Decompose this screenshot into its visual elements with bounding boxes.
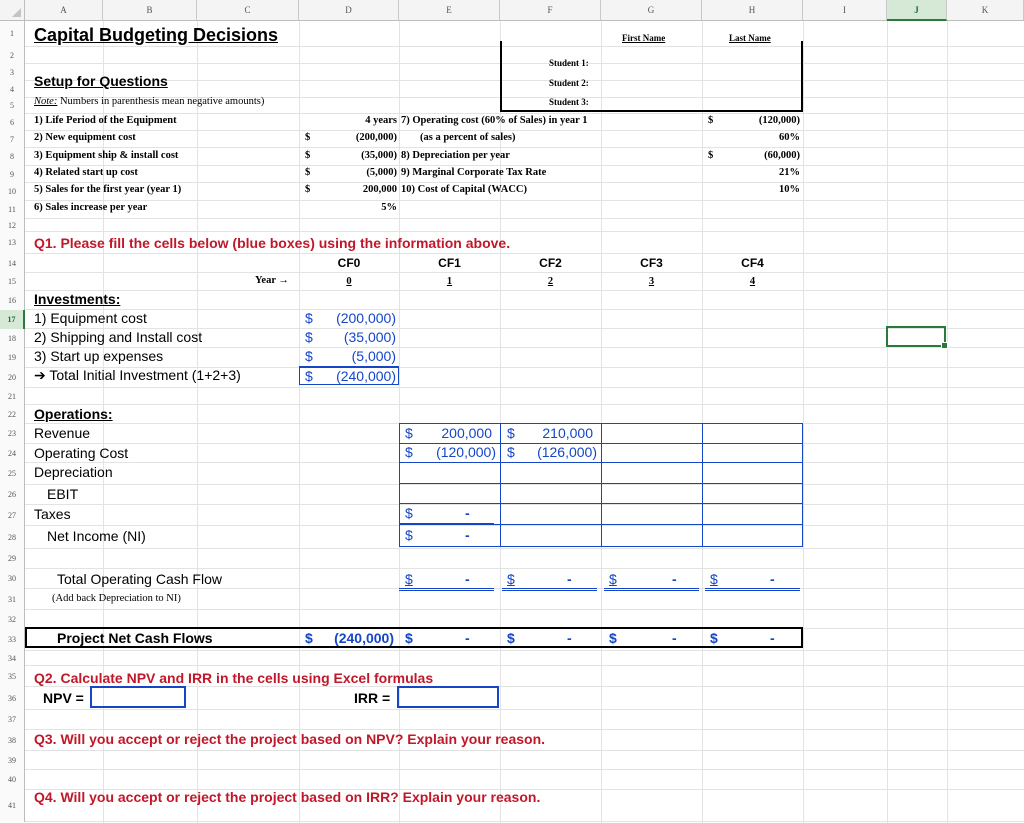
row-gridline [25, 347, 1024, 348]
setup-label-1: 1) Life Period of the Equipment [34, 115, 177, 126]
setup-value-4: (5,000) [366, 167, 397, 178]
revenue-cf2-value: 210,000 [542, 425, 593, 441]
row-header-23[interactable]: 23 [0, 424, 25, 444]
column-header-e[interactable]: E [399, 0, 500, 21]
q2-text: Q2. Calculate NPV and IRR in the cells using Excel formulas [34, 670, 434, 686]
row-gridline [25, 609, 1024, 610]
tocf-cf2-currency: $ [507, 571, 515, 587]
row-header-17[interactable]: 17 [0, 310, 25, 329]
row-gridline [25, 218, 1024, 219]
row-gridline [25, 404, 1024, 405]
ops-grid-line [702, 423, 703, 547]
row-header-14[interactable]: 14 [0, 254, 25, 273]
pncf-cf4-value: - [770, 630, 775, 646]
setup-label-10: 10) Cost of Capital (WACC) [401, 184, 527, 195]
investment-value-2: (35,000) [343, 329, 396, 345]
row-gridline [25, 309, 1024, 310]
setup-currency-8: $ [708, 150, 714, 161]
row-gridline [25, 130, 1024, 131]
tocf-cf3-currency: $ [609, 571, 617, 587]
column-header-d[interactable]: D [299, 0, 399, 21]
irr-input[interactable] [397, 686, 499, 708]
row-header-35[interactable]: 35 [0, 666, 25, 687]
tocf-label: Total Operating Cash Flow [57, 571, 222, 587]
row-header-27[interactable]: 27 [0, 505, 25, 526]
pncf-cf3-value: - [672, 630, 677, 646]
investment-currency-1: $ [305, 310, 313, 326]
row-header-21[interactable]: 21 [0, 388, 25, 405]
ni-cf1-value: - [465, 527, 470, 543]
setup-label-3: 3) Equipment ship & install cost [34, 150, 179, 161]
pncf-cf1-currency: $ [405, 630, 413, 646]
row-gridline [25, 113, 1024, 114]
taxes-cf1-currency: $ [405, 505, 413, 521]
row-header-37[interactable]: 37 [0, 710, 25, 730]
setup-label-8: 8) Depreciation per year [401, 150, 510, 161]
pncf-cf0-currency: $ [305, 630, 313, 646]
row-header-28[interactable]: 28 [0, 526, 25, 549]
npv-input[interactable] [90, 686, 186, 708]
pncf-cf0-value: (240,000) [334, 630, 394, 646]
row-gridline [25, 387, 1024, 388]
tocf-underline-3 [604, 588, 699, 591]
operations-heading: Operations: [34, 406, 113, 422]
pncf-cf2-currency: $ [507, 630, 515, 646]
fill-handle[interactable] [941, 342, 948, 349]
row-gridline [25, 729, 1024, 730]
row-gridline [25, 650, 1024, 651]
opcost-cf1-currency: $ [405, 444, 413, 460]
setup-value-7b: 60% [779, 132, 800, 143]
student-2-label: Student 2: [549, 78, 589, 88]
row-header-33[interactable]: 33 [0, 629, 25, 651]
investment-currency-3: $ [305, 348, 313, 364]
student-box[interactable] [500, 41, 803, 112]
revenue-cf2-currency: $ [507, 425, 515, 441]
year-1: 1 [446, 276, 453, 287]
year-4: 4 [749, 276, 756, 287]
selected-cell-j17[interactable] [886, 326, 946, 347]
row-header-31[interactable]: 31 [0, 589, 25, 610]
year-label: Year → [255, 275, 289, 286]
select-all-corner[interactable] [0, 0, 25, 21]
row-header-6[interactable]: 6 [0, 114, 25, 131]
revenue-cf1-value: 200,000 [441, 425, 492, 441]
row-header-39[interactable]: 39 [0, 751, 25, 770]
revenue-label: Revenue [34, 425, 91, 441]
row-gridline [25, 548, 1024, 549]
row-gridline [25, 750, 1024, 751]
cf2-header: CF2 [539, 256, 562, 270]
setup-note: Note: Numbers in parenthesis mean negative amounts) [34, 96, 265, 107]
column-header-c[interactable]: C [197, 0, 299, 21]
row-gridline [25, 821, 1024, 822]
row-header-11[interactable]: 11 [0, 201, 25, 219]
row-header-2[interactable]: 2 [0, 47, 25, 64]
taxes-label: Taxes [34, 506, 71, 522]
row-header-22[interactable]: 22 [0, 405, 25, 424]
pncf-cf1-value: - [465, 630, 470, 646]
column-header-k[interactable]: K [947, 0, 1024, 21]
irr-label: IRR = [354, 690, 391, 706]
row-gridline [25, 272, 1024, 273]
student-3-label: Student 3: [549, 97, 589, 107]
setup-currency-5: $ [305, 184, 311, 195]
row-gridline [25, 253, 1024, 254]
cf1-header: CF1 [438, 256, 461, 270]
investments-heading: Investments: [34, 291, 121, 307]
setup-value-1: 4 years [365, 115, 397, 126]
row-header-19[interactable]: 19 [0, 348, 25, 368]
setup-label-2: 2) New equipment cost [34, 132, 136, 143]
cf0-header: CF0 [337, 256, 361, 270]
row-header-30[interactable]: 30 [0, 569, 25, 589]
row-header-5[interactable]: 5 [0, 98, 25, 114]
row-header-29[interactable]: 29 [0, 549, 25, 569]
tocf-cf2-value: - [567, 571, 572, 587]
npv-label: NPV = [43, 690, 84, 706]
row-header-36[interactable]: 36 [0, 687, 25, 710]
setup-label-5: 5) Sales for the first year (year 1) [34, 184, 182, 195]
setup-value-9: 21% [779, 167, 800, 178]
column-header-h[interactable]: H [702, 0, 803, 21]
row-header-18[interactable]: 18 [0, 329, 25, 348]
row-header-32[interactable]: 32 [0, 610, 25, 629]
opcost-cf2-currency: $ [507, 444, 515, 460]
setup-label-9: 9) Marginal Corporate Tax Rate [401, 167, 547, 178]
ops-grid-line [500, 423, 501, 547]
tocf-cf4-value: - [770, 571, 775, 587]
operating-cost-label: Operating Cost [34, 445, 129, 461]
row-header-41[interactable]: 41 [0, 790, 25, 822]
opcost-cf2-value: (126,000) [537, 444, 597, 460]
total-investment-value: (240,000) [336, 368, 396, 384]
investment-label-1: 1) Equipment cost [34, 310, 147, 326]
taxes-cf1-value: - [465, 505, 470, 521]
setup-currency-3: $ [305, 150, 311, 161]
year-0: 0 [346, 276, 352, 287]
row-header-8[interactable]: 8 [0, 148, 25, 166]
pncf-cf2-value: - [567, 630, 572, 646]
investment-currency-2: $ [305, 329, 313, 345]
q4-text: Q4. Will you accept or reject the project based on IRR? Explain your reason. [34, 789, 541, 805]
year-3: 3 [648, 276, 655, 287]
row-header-13[interactable]: 13 [0, 232, 25, 254]
cf4-header: CF4 [741, 256, 764, 270]
opcost-cf1-value: (120,000) [436, 444, 496, 460]
column-header-g[interactable]: G [601, 0, 702, 21]
row-header-38[interactable]: 38 [0, 730, 25, 751]
setup-value-2: (200,000) [355, 132, 397, 143]
setup-value-7: (120,000) [758, 115, 800, 126]
row-header-10[interactable]: 10 [0, 183, 25, 201]
ops-grid-line [601, 423, 602, 547]
row-header-26[interactable]: 26 [0, 485, 25, 505]
year-2: 2 [547, 276, 554, 287]
setup-currency-4: $ [305, 167, 311, 178]
setup-label-4: 4) Related start up cost [34, 167, 138, 178]
setup-value-6: 5% [381, 202, 397, 213]
net-income-label: Net Income (NI) [47, 528, 146, 544]
investment-label-3: 3) Start up expenses [34, 348, 164, 364]
student-1-label: Student 1: [549, 58, 589, 68]
investment-label-2: 2) Shipping and Install cost [34, 329, 203, 345]
column-header-i[interactable]: I [803, 0, 887, 21]
setup-label-7: 7) Operating cost (60% of Sales) in year 1 [401, 115, 588, 126]
row-gridline [25, 290, 1024, 291]
row-header-9[interactable]: 9 [0, 166, 25, 183]
first-name-header: First Name [622, 33, 666, 43]
row-gridline [25, 769, 1024, 770]
row-header-3[interactable]: 3 [0, 64, 25, 81]
q3-text: Q3. Will you accept or reject the project based on NPV? Explain your reason. [34, 731, 546, 747]
row-gridline [25, 200, 1024, 201]
column-header-a[interactable]: A [25, 0, 103, 21]
row-header-7[interactable]: 7 [0, 131, 25, 148]
row-header-34[interactable]: 34 [0, 651, 25, 666]
cf3-header: CF3 [640, 256, 663, 270]
row-header-24[interactable]: 24 [0, 444, 25, 463]
row-gridline [25, 147, 1024, 148]
column-header-f[interactable]: F [500, 0, 601, 21]
column-header-j[interactable]: J [887, 0, 947, 21]
depreciation-label: Depreciation [34, 464, 113, 480]
total-initial-investment-label: ➔ Total Initial Investment (1+2+3) [34, 367, 241, 383]
row-header-20[interactable]: 20 [0, 368, 25, 388]
row-gridline [25, 182, 1024, 183]
pncf-cf4-currency: $ [710, 630, 718, 646]
row-header-12[interactable]: 12 [0, 219, 25, 232]
tocf-cf3-value: - [672, 571, 677, 587]
setup-value-5: 200,000 [362, 184, 397, 195]
tocf-cf4-currency: $ [710, 571, 718, 587]
row-gridline [25, 665, 1024, 666]
row-gridline [25, 709, 1024, 710]
row-gridline [25, 568, 1024, 569]
row-header-16[interactable]: 16 [0, 291, 25, 310]
setup-heading: Setup for Questions [34, 73, 168, 89]
row-header-15[interactable]: 15 [0, 273, 25, 291]
addback-note: (Add back Depreciation to NI) [52, 593, 181, 604]
q1-text: Q1. Please fill the cells below (blue boxes) using the information above. [34, 235, 511, 251]
setup-value-10: 10% [779, 184, 800, 195]
row-header-40[interactable]: 40 [0, 770, 25, 790]
taxes-underline [399, 523, 494, 524]
tocf-underline-4 [705, 588, 800, 591]
row-gridline [25, 231, 1024, 232]
last-name-header: Last Name [729, 33, 771, 43]
row-gridline [25, 165, 1024, 166]
tocf-underline-2 [502, 588, 597, 591]
pncf-cf3-currency: $ [609, 630, 617, 646]
investment-value-1: (200,000) [336, 310, 396, 326]
setup-currency-2: $ [305, 132, 311, 143]
row-header-1[interactable]: 1 [0, 21, 25, 47]
setup-label-7b: (as a percent of sales) [420, 132, 516, 143]
tocf-underline-1 [399, 588, 494, 591]
setup-value-3: (35,000) [361, 150, 397, 161]
revenue-cf1-currency: $ [405, 425, 413, 441]
total-initial-investment-cell[interactable] [299, 367, 399, 385]
pncf-label: Project Net Cash Flows [57, 630, 213, 646]
column-header-b[interactable]: B [103, 0, 197, 21]
sheet-title: Capital Budgeting Decisions [34, 25, 279, 45]
row-header-25[interactable]: 25 [0, 463, 25, 485]
setup-label-6: 6) Sales increase per year [34, 202, 148, 213]
total-investment-currency: $ [305, 368, 313, 384]
ebit-label: EBIT [47, 486, 79, 502]
tocf-cf1-value: - [465, 571, 470, 587]
investment-value-3: (5,000) [351, 348, 396, 364]
row-header-4[interactable]: 4 [0, 81, 25, 98]
setup-value-8: (60,000) [764, 150, 800, 161]
ni-cf1-currency: $ [405, 527, 413, 543]
setup-currency-7: $ [708, 115, 714, 126]
tocf-cf1-currency: $ [405, 571, 413, 587]
